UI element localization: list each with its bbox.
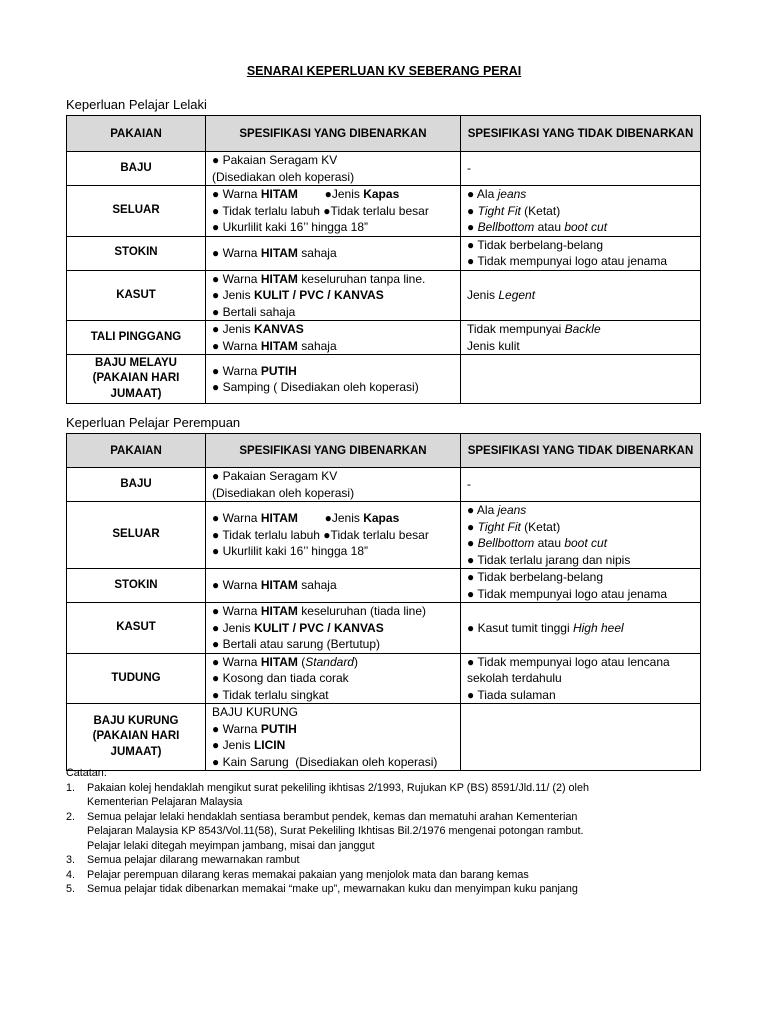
disallowed-spec-line [467,203,694,220]
text-segment: Tidak mempunyai [467,322,565,336]
text-segment: atau [534,220,565,234]
allowed-spec-line [212,338,454,355]
text-segment: ● Tidak terlalu singkat [212,687,329,702]
text-segment: Jenis [467,288,499,302]
disallowed-spec-cell [461,321,701,355]
pakaian-label: SELUAR [112,528,160,541]
allowed-spec-line [212,603,454,620]
allowed-spec-line [212,169,454,186]
text-segment: (Disediakan oleh koperasi) [212,485,355,500]
text-segment: - [467,161,471,176]
note-number: 5. [66,883,76,895]
text-segment: sahaja [297,338,337,353]
pakaian-cell [67,502,206,569]
text-segment: HITAM [260,578,298,593]
disallowed-spec-line [467,219,694,236]
text-segment: ● Ukurlilit kaki 16’’ hingga 18” [212,544,368,559]
disallowed-spec-line [467,338,694,355]
table-header-row [67,116,701,152]
text-segment: ● Warna [212,187,261,201]
pakaian-label: BAJU [120,161,152,174]
text-segment: HITAM [260,511,298,526]
table-row [67,653,701,704]
allowed-spec-cell [206,355,461,404]
document-title: SENARAI KEPERLUAN KV SEBERANG PERAI [246,64,522,78]
pakaian-label: JUMAAT) [110,745,162,758]
text-segment: ● Samping ( Disediakan oleh koperasi) [212,380,419,394]
text-segment: jeans [497,503,527,517]
allowed-spec-line [212,186,454,203]
disallowed-spec-line [467,620,694,637]
text-segment: (Disediakan oleh koperasi) [212,169,355,184]
text-segment: ● Tiada sulaman [467,687,556,702]
text-segment: ● Warna [212,578,261,593]
disallowed-spec-cell [461,270,701,321]
allowed-spec-line [212,271,454,288]
text-segment: PUTIH [260,721,297,736]
note-item [66,810,706,854]
text-segment: ● Ala [467,187,498,201]
text-segment: ● Tidak terlalu jarang dan nipis [467,552,631,567]
pakaian-label: JUMAAT) [110,387,162,400]
allowed-spec-line [212,636,454,653]
pakaian-label: BAJU MELAYU [94,356,177,369]
text-segment: ● [467,203,478,218]
allowed-spec-cell [206,270,461,321]
allowed-spec-line [212,654,454,671]
text-segment: ( [297,654,306,669]
allowed-spec-line [212,620,454,637]
note-text: Pelajaran Malaysia KP 8543/Vol.11(58), Surat Pekeliling Ikhtisas Bil.2/1976 mengenai potongan rambut. [87,825,584,837]
allowed-spec-line [212,304,454,321]
header-pakaian: PAKAIAN [67,434,206,468]
allowed-spec-cell [206,152,461,186]
allowed-spec-cell [206,186,461,237]
table-row [67,569,701,603]
pakaian-label: BAJU [120,477,152,490]
text-segment: ) [353,654,358,669]
male-section-heading: Keperluan Pelajar Lelaki [66,97,207,112]
note-number: 2. [66,810,76,823]
note-item [66,781,706,810]
disallowed-spec-line [467,569,694,586]
text-segment: ● Bertali sahaja [212,304,296,319]
text-segment: keseluruhan tanpa line. [297,271,426,286]
note-text: Semua pelajar dilarang mewarnakan rambut [87,854,300,866]
text-segment: Bellbottom [477,536,535,550]
table-row [67,603,701,654]
text-segment: ● Jenis [212,322,254,336]
pakaian-label: (PAKAIAN HARI [92,372,180,385]
text-segment: Kapas [363,187,400,201]
table-row [67,704,701,771]
text-segment: ● Tidak terlalu labuh ●Tidak terlalu besar [212,203,429,218]
allowed-spec-line [212,543,454,560]
text-segment: atau [534,536,565,550]
pakaian-label: BAJU KURUNG [93,714,179,727]
text-segment: ● Warna [212,338,261,353]
allowed-spec-cell [206,468,461,502]
allowed-spec-line [212,670,454,687]
disallowed-spec-cell [461,236,701,270]
disallowed-spec-line [467,519,694,536]
allowed-spec-cell [206,569,461,603]
female-section-heading: Keperluan Pelajar Perempuan [66,415,241,430]
table-row [67,152,701,186]
allowed-spec-line [212,721,454,738]
disallowed-spec-line [467,237,694,254]
text-segment: Jenis kulit [467,338,520,353]
allowed-spec-line [212,287,454,304]
text-segment: ● Warna [212,245,261,260]
notes-section [66,766,706,897]
text-segment: ● Ukurlilit kaki 16’’ hingga 18” [212,220,368,234]
pakaian-label: TALI PINGGANG [90,330,182,343]
text-segment: ● Tidak terlalu labuh ●Tidak terlalu besar [212,527,429,542]
text-segment: ● [467,536,478,550]
pakaian-label: STOKIN [114,246,158,259]
text-segment: LICIN [253,738,286,752]
text-segment: boot cut [564,220,608,234]
allowed-spec-cell [206,236,461,270]
text-segment: KANVAS [253,322,304,336]
allowed-spec-cell [206,502,461,569]
note-text: Pelajar lelaki ditegah meyimpan jambang, misai dan janggut [87,839,375,852]
pakaian-cell [67,355,206,404]
pakaian-cell [67,468,206,502]
disallowed-spec-line [467,502,694,519]
disallowed-spec-cell [461,152,701,186]
text-segment: ● Kosong dan tiada corak [212,671,349,685]
text-segment: HITAM [260,271,298,286]
disallowed-spec-line [467,670,694,687]
allowed-spec-line [212,152,454,169]
allowed-spec-line [212,363,454,380]
pakaian-cell [67,569,206,603]
pakaian-label: TUDUNG [111,671,161,684]
pakaian-cell [67,603,206,654]
allowed-spec-line [212,577,454,594]
disallowed-spec-line [467,160,694,177]
allowed-spec-line [212,245,454,262]
note-item [66,853,706,868]
allowed-spec-line [212,203,454,220]
text-segment: ● Tidak mempunyai logo atau jenama [467,254,668,268]
text-segment: HITAM [260,654,298,669]
allowed-spec-line [212,527,454,544]
header-allowed: SPESIFIKASI YANG DIBENARKAN [206,116,461,152]
note-text: Semua pelajar lelaki hendaklah sentiasa berambut pendek, kemas dan mematuhi arahan Kementerian [87,810,578,823]
allowed-spec-line [212,485,454,502]
disallowed-spec-cell [461,468,701,502]
text-segment: sahaja [297,578,337,593]
note-item [66,882,706,897]
pakaian-cell [67,704,206,771]
text-segment: PUTIH [260,363,297,378]
pakaian-label: (PAKAIAN HARI [92,730,180,743]
pakaian-cell [67,236,206,270]
note-number: 3. [66,854,76,866]
allowed-spec-line [212,321,454,338]
table-row [67,236,701,270]
note-text: Kementerian Pelajaran Malaysia [87,796,243,808]
notes-list [66,781,706,897]
text-segment: Tight Fit [477,203,521,218]
note-text: Pelajar perempuan dilarang keras memakai pakaian yang menjolok mata dan barang kemas [87,868,529,881]
text-segment: KULIT / PVC / KANVAS [253,620,384,635]
text-segment: ● Kain Sarung (Disediakan oleh koperasi) [212,754,438,769]
disallowed-spec-line [467,287,694,304]
disallowed-spec-line [467,586,694,603]
text-segment: ● Pakaian Seragam KV [212,153,338,167]
text-segment: ● Warna [212,271,261,286]
pakaian-cell [67,186,206,237]
text-segment: ● Tidak berbelang-belang [467,570,604,584]
disallowed-spec-cell [461,502,701,569]
disallowed-spec-line [467,186,694,203]
disallowed-spec-cell [461,186,701,237]
table-row [67,321,701,355]
note-item [66,868,706,883]
text-segment: ● Tidak mempunyai logo atau jenama [467,586,668,601]
pakaian-label: KASUT [116,288,156,301]
text-segment: (Ketat) [520,519,561,534]
pakaian-label: KASUT [116,621,156,633]
disallowed-spec-cell [461,653,701,704]
text-segment: ● Tidak berbelang-belang [467,237,604,252]
allowed-spec-line [212,737,454,754]
allowed-spec-cell [206,321,461,355]
text-segment: ● Tidak mempunyai logo atau lencana [467,654,670,669]
text-segment: KULIT / PVC / KANVAS [253,288,384,302]
allowed-spec-line [212,219,454,236]
allowed-spec-line [212,468,454,485]
disallowed-spec-cell [461,569,701,603]
disallowed-spec-line [467,535,694,552]
disallowed-spec-line [467,476,694,493]
text-segment: HITAM [260,187,298,201]
text-segment: Legent [498,288,536,302]
text-segment: ●Jenis [297,511,364,526]
disallowed-spec-cell [461,603,701,654]
note-text: Semua pelajar tidak dibenarkan memakai “make up”, mewarnakan kuku dan menyimpan kuku panjang [87,883,578,895]
table-header-row [67,434,701,468]
disallowed-spec-line [467,654,694,671]
allowed-spec-line [212,379,454,396]
disallowed-spec-cell [461,355,701,404]
table-row [67,468,701,502]
pakaian-cell [67,653,206,704]
allowed-spec-line [212,510,454,527]
text-segment: ● Kasut tumit tinggi [467,620,573,635]
text-segment: HITAM [260,604,298,618]
text-segment: ●Jenis [297,187,364,201]
text-segment: Tight Fit [477,519,521,534]
disallowed-spec-cell [461,704,701,771]
pakaian-cell [67,270,206,321]
text-segment: HITAM [260,245,298,260]
pakaian-label: SELUAR [112,204,160,216]
header-disallowed: SPESIFIKASI YANG TIDAK DIBENARKAN [461,434,701,468]
note-number: 1. [66,781,76,794]
disallowed-spec-line [467,552,694,569]
pakaian-cell [67,152,206,186]
header-allowed: SPESIFIKASI YANG DIBENARKAN [206,434,461,468]
pakaian-label: STOKIN [114,578,158,591]
text-segment: ● Pakaian Seragam KV [212,469,338,483]
text-segment: ● Jenis [212,288,254,302]
text-segment: (Ketat) [520,203,561,218]
text-segment: sahaja [297,245,337,260]
disallowed-spec-line [467,253,694,270]
note-number: 4. [66,868,76,881]
text-segment: ● Ala [467,503,498,517]
female-requirements-table [66,433,701,771]
allowed-spec-line [212,704,454,721]
text-segment: ● Warna [212,363,261,378]
text-segment: ● Jenis [212,620,254,635]
text-segment: ● Warna [212,654,261,669]
text-segment: ● Bertali atau sarung (Bertutup) [212,637,380,651]
text-segment: Kapas [363,511,400,526]
text-segment: High heel [572,620,624,635]
disallowed-spec-line [467,687,694,704]
text-segment: boot cut [564,536,608,550]
table-row [67,355,701,404]
male-requirements-table [66,115,701,404]
text-segment: ● [467,220,478,234]
text-segment: jeans [497,187,527,201]
text-segment: BAJU KURUNG [212,705,299,719]
disallowed-spec-line [467,321,694,338]
header-disallowed: SPESIFIKASI YANG TIDAK DIBENARKAN [461,116,701,152]
text-segment: - [467,477,471,492]
text-segment: keseluruhan (tiada line) [297,604,427,618]
notes-heading: Catatan: [66,767,107,779]
allowed-spec-cell [206,704,461,771]
text-segment: Standard [305,654,354,669]
allowed-spec-cell [206,603,461,654]
table-row [67,270,701,321]
text-segment: ● Warna [212,511,261,526]
header-pakaian: PAKAIAN [67,116,206,152]
text-segment: Bellbottom [477,220,535,234]
allowed-spec-cell [206,653,461,704]
text-segment: ● [467,519,478,534]
text-segment: ● Jenis [212,738,254,752]
note-text: Pakaian kolej hendaklah mengikut surat pekeliling ikhtisas 2/1993, Rujukan KP (BS) 8591/Jld.11/ (2) oleh [87,781,589,794]
allowed-spec-line [212,687,454,704]
text-segment: sekolah terdahulu [467,671,562,685]
pakaian-cell [67,321,206,355]
text-segment: Backle [564,322,601,336]
text-segment: ● Warna [212,721,261,736]
table-row [67,186,701,237]
table-row [67,502,701,569]
text-segment: ● Warna [212,604,261,618]
text-segment: HITAM [260,338,298,353]
